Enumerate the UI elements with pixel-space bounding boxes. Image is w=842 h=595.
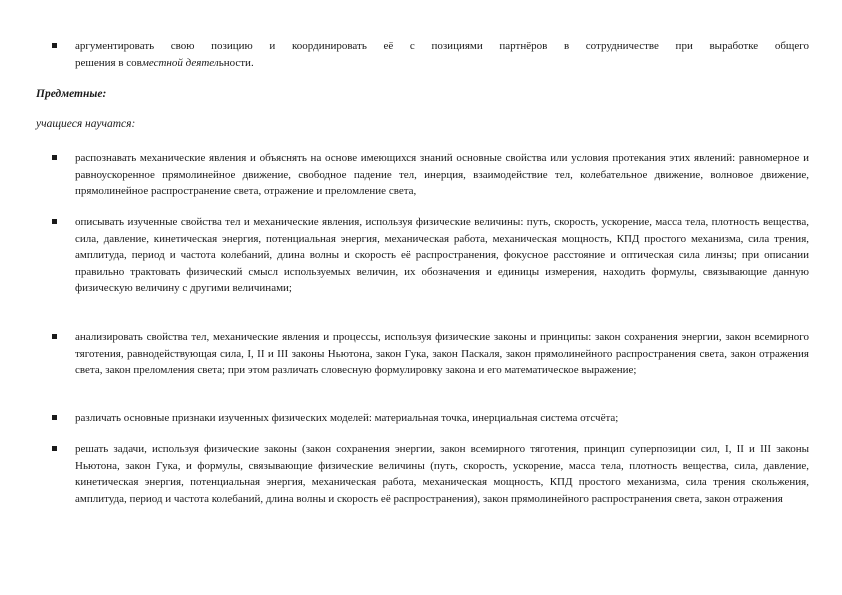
list-item — [52, 410, 809, 427]
list-item-text: различать основные признаки изученных физических моделей: материальная точка, инерциальная система отсчёта; — [75, 412, 619, 424]
intro-line1: аргументировать свою позицию и координировать её с позициями партнёров в сотрудничестве при выработке общего — [75, 40, 809, 52]
list-item-text: анализировать свойства тел, механические явления и процессы, используя физические законы и принципы: закон сохранения энергии, закон всемирного тяготения, равнодействующая сила, I, II и III законы Ньютона, закон Гука, закон Паскаля, закон прямолинейного распространения света, закон отражения света, закон преломления света; при этом различать словесную формулировку закона и его математическое выражение; — [75, 331, 809, 376]
intro-line2-post: ьности. — [218, 56, 254, 69]
intro-line2-pre: решения в сов — [75, 56, 142, 69]
list-item — [52, 441, 809, 507]
bullet-square-icon — [52, 43, 57, 48]
list-item-text: решать задачи, используя физические законы (закон сохранения энергии, закон всемирного тяготения, принцип суперпозиции сил, I, II и III законы Ньютона, закон Гука, и формулы, связывающие физические величины (путь, скорость, ускорение, масса тела, плотность вещества, сила, давление, кинетическая энергия, потенциальная энергия, механическая работа, механическая мощность, КПД простого механизма, сила трения скольжения, амплитуда, период и частота колебаний, длина волны и скорость её распространения), закон прямолинейного распространения света, закон отражения — [75, 443, 809, 505]
bullet-square-icon — [52, 155, 57, 160]
bullet-square-icon — [52, 219, 57, 224]
bullet-square-icon — [52, 446, 57, 451]
list-item-intro — [52, 38, 809, 71]
intro-line2-em: местной деятел — [141, 56, 219, 69]
list-item-text — [75, 38, 809, 71]
section-subheading: учащиеся научатся: — [36, 118, 136, 130]
list-item — [52, 329, 809, 379]
list-item — [52, 150, 809, 200]
bullet-square-icon — [52, 415, 57, 420]
bullet-square-icon — [52, 334, 57, 339]
list-item-text: распознавать механические явления и объяснять на основе имеющихся знаний основные свойства или условия протекания этих явлений: равномерное и равноускоренное прямолинейное движение, свободное падение тел, инерция, взаимодействие тел, колебательное движение, волновое движение, прямолинейное распространение света, отражение и преломление света, — [75, 152, 809, 197]
list-item-text: описывать изученные свойства тел и механические явления, используя физические величины: путь, скорость, ускорение, масса тела, плотность вещества, сила, давление, кинетическая энергия, потенциальная энергия, механическая работа, механическая мощность, КПД простого механизма, сила трения, амплитуда, период и частота колебаний, длина волны и скорость её распространения, фокусное расстояние и оптическая сила линзы; при описании правильно трактовать физический смысл используемых величин, их обозначения и единицы измерения, находить формулы, связывающие данную физическую величину с другими величинами; — [75, 216, 809, 294]
list-item — [52, 214, 809, 297]
section-heading: Предметные: — [36, 88, 107, 100]
